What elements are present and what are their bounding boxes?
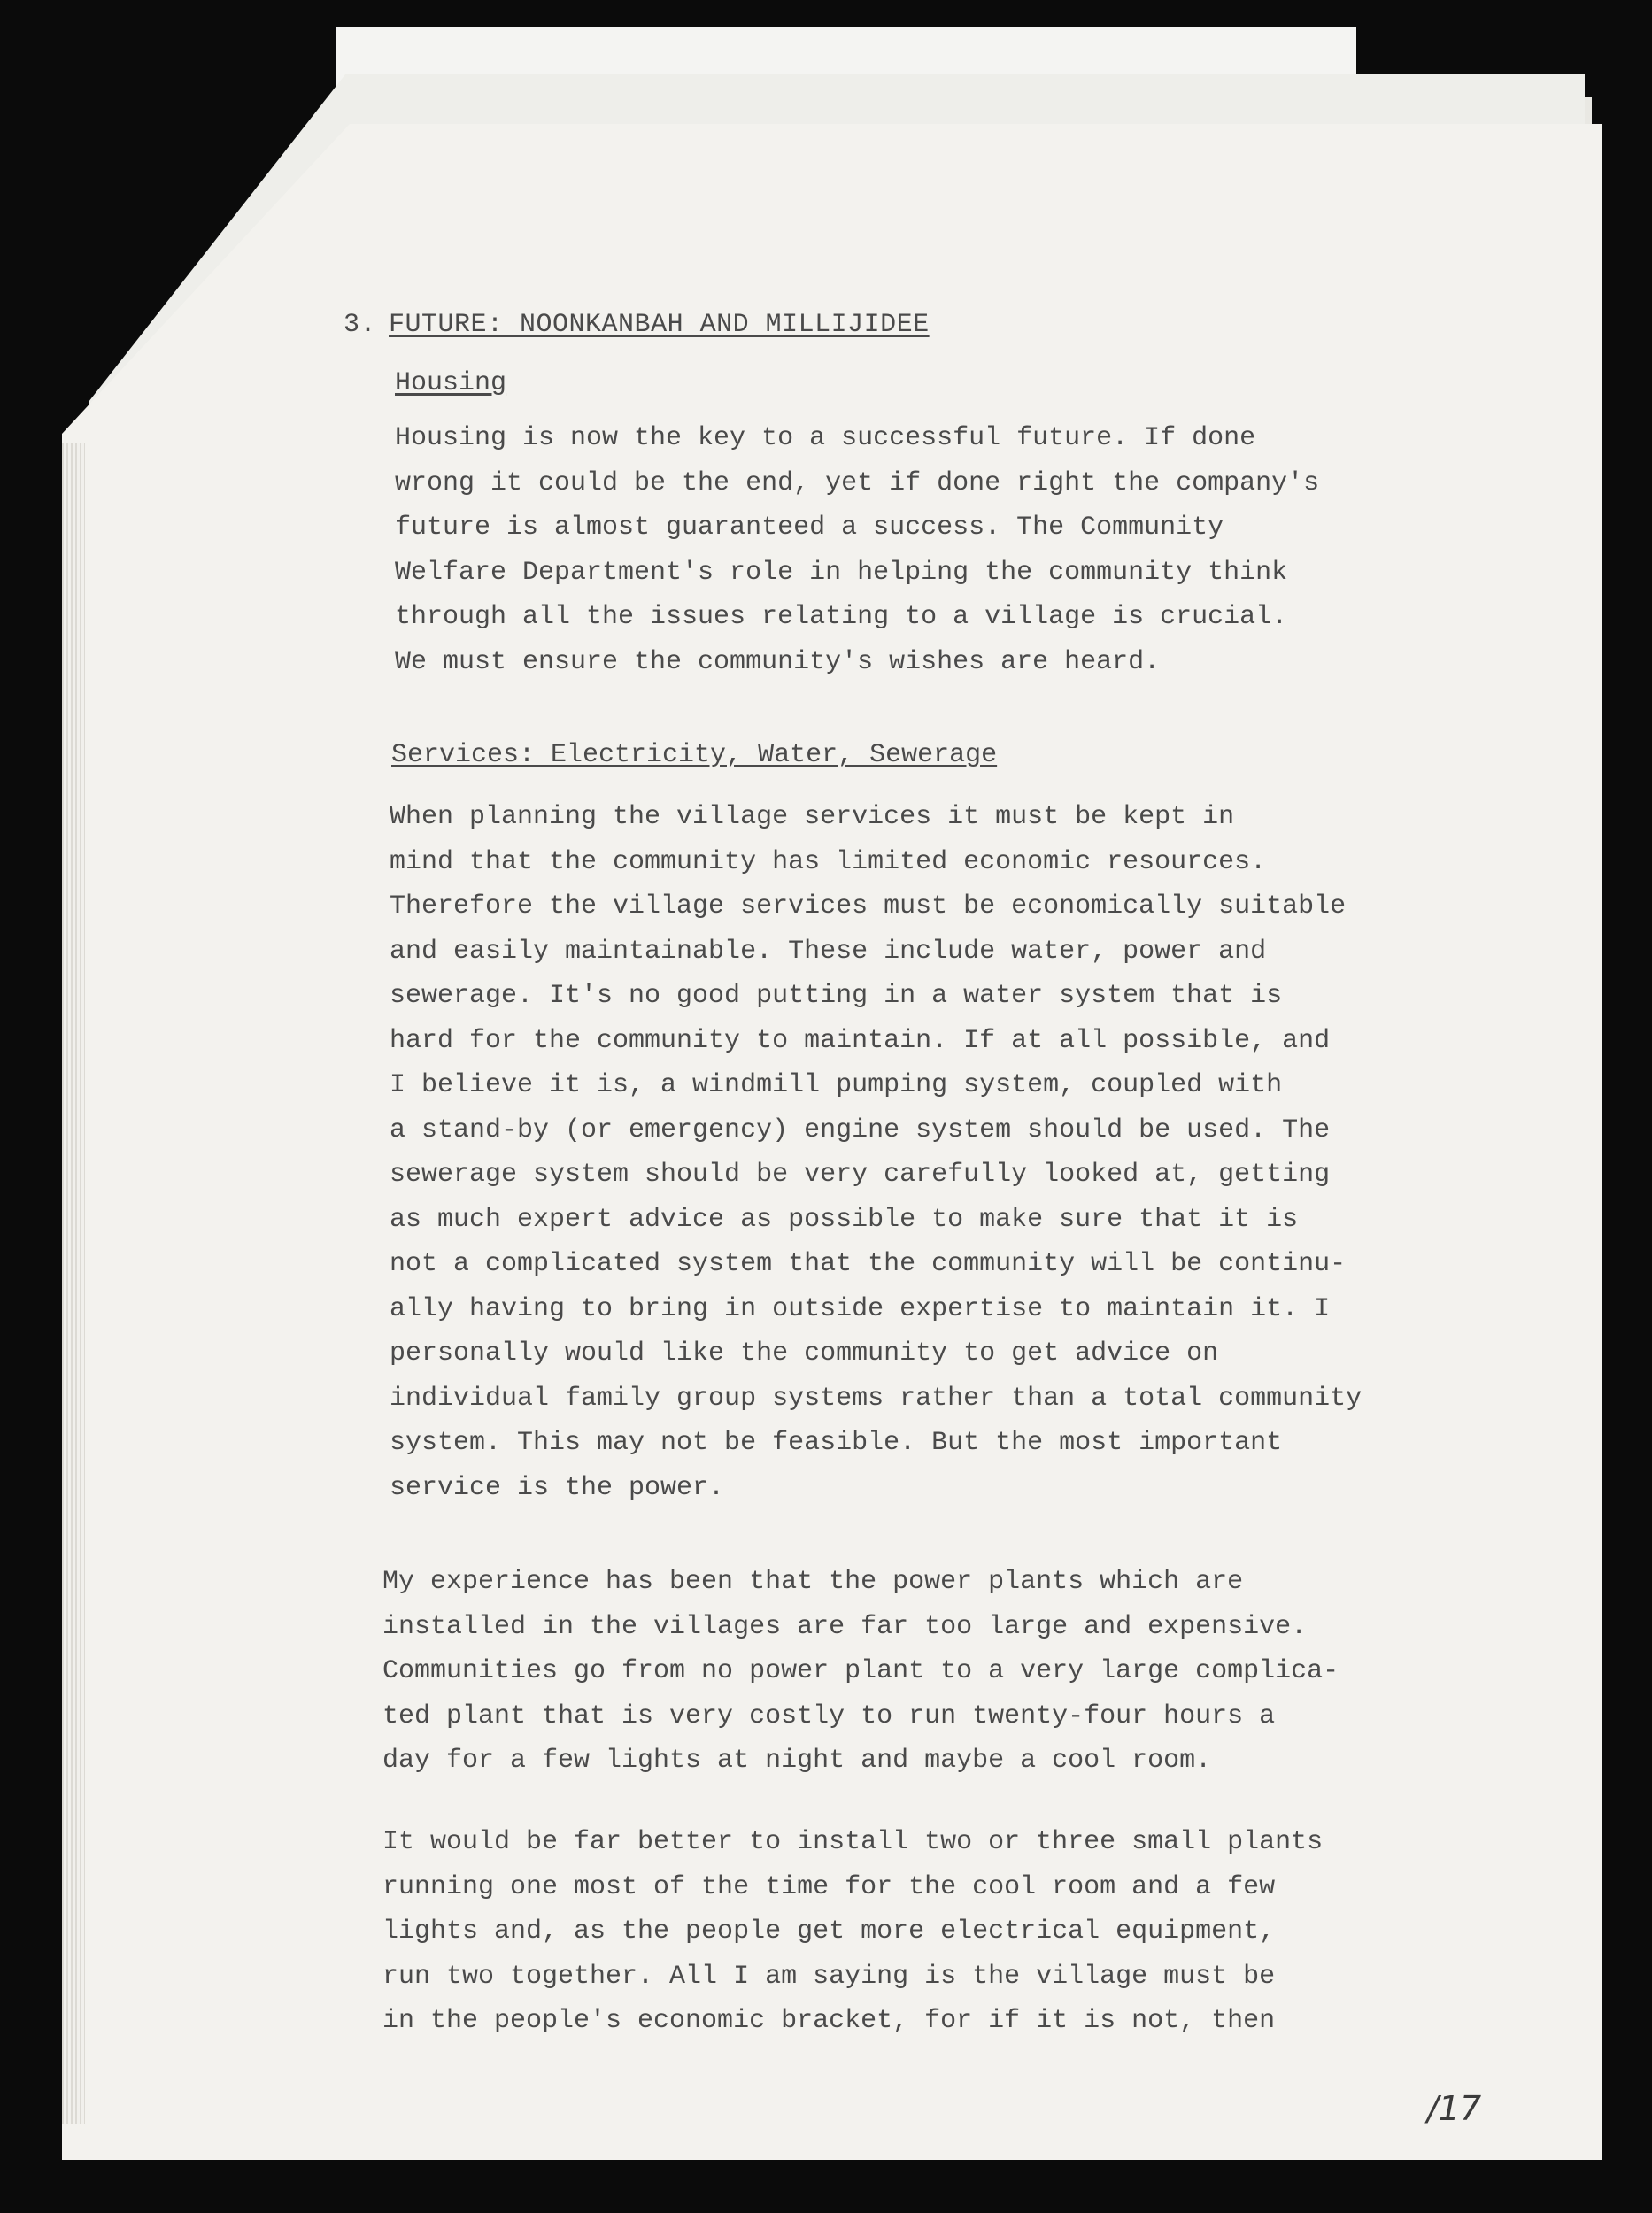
- section-number: 3.: [344, 310, 377, 340]
- plants-line: run two together. All I am saying is the village must be: [382, 1961, 1276, 1992]
- services-line: a stand-by (or emergency) engine system should be used. The: [390, 1114, 1331, 1145]
- section-heading: [344, 310, 930, 340]
- services-paragraph: [390, 795, 1362, 1510]
- services-line: individual family group systems rather than a total community: [390, 1383, 1363, 1414]
- services-line: as much expert advice as possible to make sure that it is: [390, 1204, 1299, 1235]
- services-line: hard for the community to maintain. If at all possible, and: [390, 1025, 1331, 1056]
- services-line: and easily maintainable. These include water, power and: [390, 936, 1267, 967]
- plants-line: in the people's economic bracket, for if it is not, then: [382, 2006, 1276, 2036]
- services-line: sewerage system should be very carefully looked at, getting: [390, 1160, 1331, 1190]
- services-line: sewerage. It's no good putting in a water system that is: [390, 981, 1283, 1011]
- services-line: not a complicated system that the community will be continu-: [390, 1249, 1347, 1279]
- services-line: service is the power.: [390, 1472, 725, 1503]
- services-line: ally having to bring in outside expertise to maintain it. I: [390, 1293, 1331, 1324]
- housing-line: wrong it could be the end, yet if done right the company's: [395, 467, 1320, 498]
- services-line: system. This may not be feasible. But the most important: [390, 1428, 1283, 1458]
- plants-line: running one most of the time for the cool room and a few: [382, 1871, 1276, 1902]
- services-heading: Services: Electricity, Water, Sewerage: [391, 740, 998, 770]
- housing-paragraph: [395, 416, 1319, 684]
- power-line: installed in the villages are far too large and expensive.: [382, 1611, 1308, 1642]
- section-title: FUTURE: NOONKANBAH AND MILLIJIDEE: [389, 310, 930, 340]
- services-line: I believe it is, a windmill pumping system, coupled with: [390, 1070, 1283, 1100]
- services-line: When planning the village services it must be kept in: [390, 802, 1235, 832]
- power-line: ted plant that is very costly to run twenty-four hours a: [382, 1700, 1276, 1731]
- services-line: mind that the community has limited economic resources.: [390, 846, 1267, 877]
- plants-line: It would be far better to install two or three small plants: [382, 1827, 1324, 1857]
- housing-line: Housing is now the key to a successful future. If done: [395, 423, 1256, 453]
- plants-paragraph: [382, 1820, 1323, 2044]
- services-line: personally would like the community to get advice on: [390, 1338, 1219, 1369]
- housing-line: Welfare Department's role in helping the community think: [395, 557, 1288, 588]
- power-line: day for a few lights at night and maybe a cool room.: [382, 1746, 1212, 1776]
- housing-heading: Housing: [395, 368, 507, 398]
- power-line: Communities go from no power plant to a very large complica-: [382, 1656, 1339, 1686]
- housing-line: We must ensure the community's wishes are heard.: [395, 646, 1161, 677]
- power-paragraph: [382, 1560, 1339, 1784]
- plants-line: lights and, as the people get more electrical equipment,: [382, 1916, 1276, 1947]
- housing-line: future is almost guaranteed a success. The Community: [395, 513, 1224, 543]
- page-number: /17: [1427, 2089, 1482, 2128]
- services-line: Therefore the village services must be economically suitable: [390, 891, 1347, 921]
- power-line: My experience has been that the power plants which are: [382, 1567, 1244, 1597]
- housing-line: through all the issues relating to a village is crucial.: [395, 602, 1288, 632]
